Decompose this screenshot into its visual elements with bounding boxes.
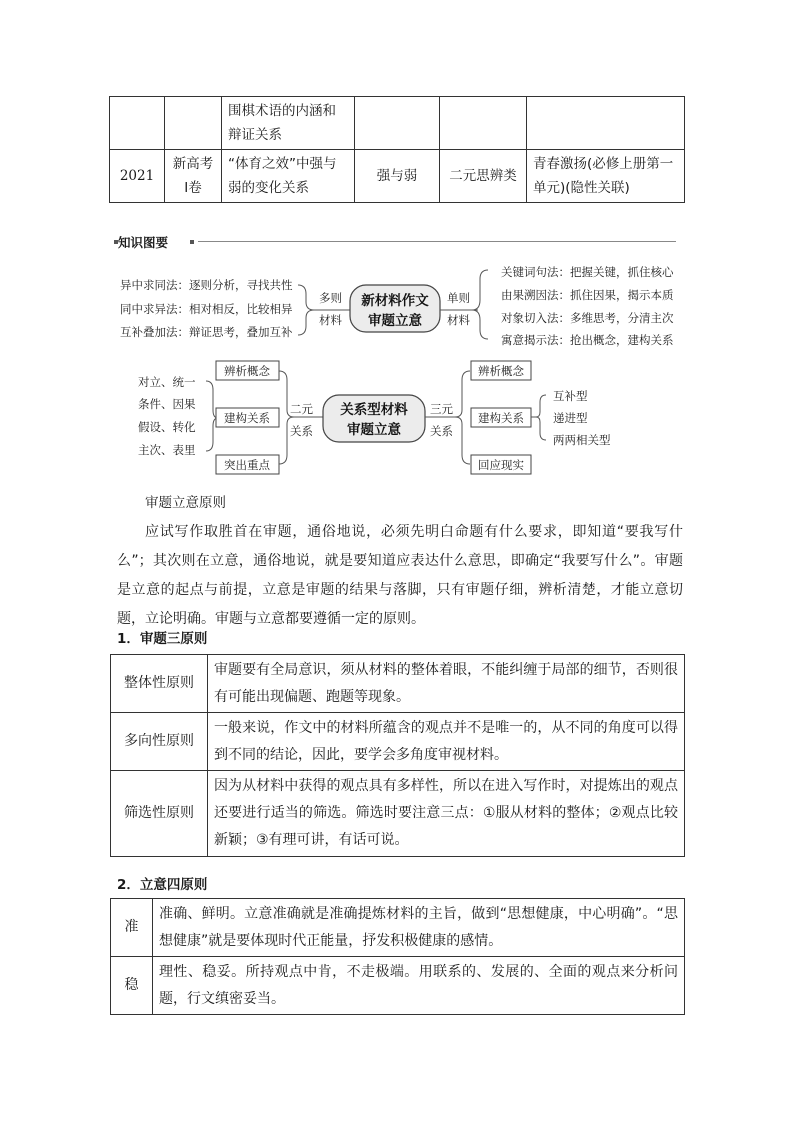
principle-key: 稳 [111, 957, 153, 1015]
brace [279, 371, 294, 464]
year-cell: 2021 [110, 150, 165, 203]
relation-type: 两两相关型 [553, 433, 611, 447]
relation-term: 假设、转化 [138, 420, 196, 434]
relation-term: 主次、表里 [138, 443, 196, 457]
box-label: 建构关系 [478, 411, 524, 425]
table-cell [110, 97, 165, 150]
principles-title: 审题立意原则 [145, 495, 226, 511]
relation-cell: 强与弱 [355, 150, 440, 203]
table-cell [355, 97, 440, 150]
principle-text: 准确、鲜明。立意准确就是准确提炼材料的主旨，做到“思想健康，中心明确”。“思想健康”就是要体现时代正能量，抒发积极健康的感情。 [153, 899, 685, 957]
center-title: 新材料作文 [361, 293, 429, 309]
table-cell [527, 97, 685, 150]
table-cell [440, 97, 527, 150]
link-label: 三元 [430, 402, 453, 416]
box-label: 建构关系 [224, 411, 270, 425]
center-title: 审题立意 [368, 313, 422, 329]
link-label: 材料 [447, 313, 470, 327]
relation-term: 对立、统一 [138, 375, 196, 389]
exam-cell: 新高考Ⅰ卷 [165, 150, 222, 203]
method-item: 异中求同法：逐则分析，寻找共性 [120, 278, 293, 292]
principle-text: 理性、稳妥。所持观点中肯，不走极端。用联系的、发展的、全面的观点来分析问题，行文缜密妥当。 [153, 957, 685, 1015]
knowledge-map-heading: 知识图要 [118, 235, 169, 250]
method-item: 关键词句法：把握关键，抓住核心 [501, 265, 674, 279]
brace [298, 285, 314, 335]
box-label: 辨析概念 [224, 364, 270, 378]
method-item: 同中求异法：相对相反，比较相异 [120, 302, 293, 316]
link-label: 单则 [447, 291, 470, 305]
section-title: 1．审题三原则 [117, 631, 208, 647]
principle-key: 筛选性原则 [111, 771, 208, 857]
principle-key: 多向性原则 [111, 713, 208, 771]
brace [455, 371, 470, 464]
table-row [111, 713, 685, 771]
table-row [111, 957, 685, 1015]
method-item: 寓意揭示法：抢出概念，建构关系 [501, 333, 674, 347]
principle-text: 因为从材料中获得的观点具有多样性，所以在进入写作时，对提炼出的观点还要进行适当的筛选。筛选时要注意三点：①服从材料的整体；②观点比较新颖；③有理可讲，有话可说。 [208, 771, 685, 857]
box-label: 辨析概念 [478, 364, 524, 378]
table-row [111, 655, 685, 713]
knowledge-map-diagram [110, 250, 685, 475]
exam-topic-table [109, 96, 685, 203]
relation-term: 条件、因果 [138, 397, 196, 411]
box-label: 回应现实 [478, 458, 524, 472]
topic-cell: “体育之效”中强与弱的变化关系 [222, 150, 355, 203]
table-cell [165, 97, 222, 150]
link-label: 多则 [319, 291, 342, 305]
table-row [111, 899, 685, 957]
intro-paragraph: 应试写作取胜首在审题，通俗地说，必须先明白命题有什么要求，即知道“要我写什么”；其次则在立意，通俗地说，就是要知道应表达什么意思，即确定“我要写什么”。审题是立意的起点与前提，立意是审题的结果与落脚，只有审题仔细，辨析清楚，才能立意切题，立论明确。审题与立意都要遵循一定的原则。 [117, 524, 683, 627]
method-item: 对象切入法：多维思考，分清主次 [501, 311, 674, 325]
table-row [110, 150, 685, 203]
relation-type: 互补型 [553, 389, 588, 403]
brace [536, 395, 546, 440]
principle-text: 审题要有全局意识，须从材料的整体着眼，不能纠缠于局部的细节，否则很有可能出现偏题、跑题等现象。 [208, 655, 685, 713]
bullet-dot [190, 240, 194, 244]
conception-principles-table [110, 898, 685, 1015]
method-item: 互补叠加法：辩证思考，叠加互补 [120, 325, 293, 339]
review-principles-table [110, 654, 685, 857]
link-label: 关系 [290, 424, 313, 438]
type-cell: 二元思辨类 [440, 150, 527, 203]
principle-key: 整体性原则 [111, 655, 208, 713]
relation-type: 递进型 [553, 411, 588, 425]
link-label: 材料 [319, 313, 342, 327]
link-label: 关系 [430, 424, 453, 438]
center-title: 审题立意 [347, 422, 401, 438]
center-title: 关系型材料 [340, 402, 408, 418]
principle-text: 一般来说，作文中的材料所蕴含的观点并不是唯一的，从不同的角度可以得到不同的结论，因此，要学会多角度审视材料。 [208, 713, 685, 771]
method-item: 由果溯因法：抓住因果，揭示本质 [501, 288, 674, 302]
link-label: 二元 [290, 402, 313, 416]
textbook-link-cell: 青春激扬(必修上册第一单元)(隐性关联) [527, 150, 685, 203]
box-label: 突出重点 [224, 458, 270, 472]
brace [472, 270, 488, 339]
table-cell: 围棋术语的内涵和辩证关系 [222, 97, 355, 150]
table-row [110, 97, 685, 150]
principle-key: 准 [111, 899, 153, 957]
table-row [111, 771, 685, 857]
section-title: 2．立意四原则 [117, 877, 208, 893]
heading-rule [198, 241, 676, 242]
